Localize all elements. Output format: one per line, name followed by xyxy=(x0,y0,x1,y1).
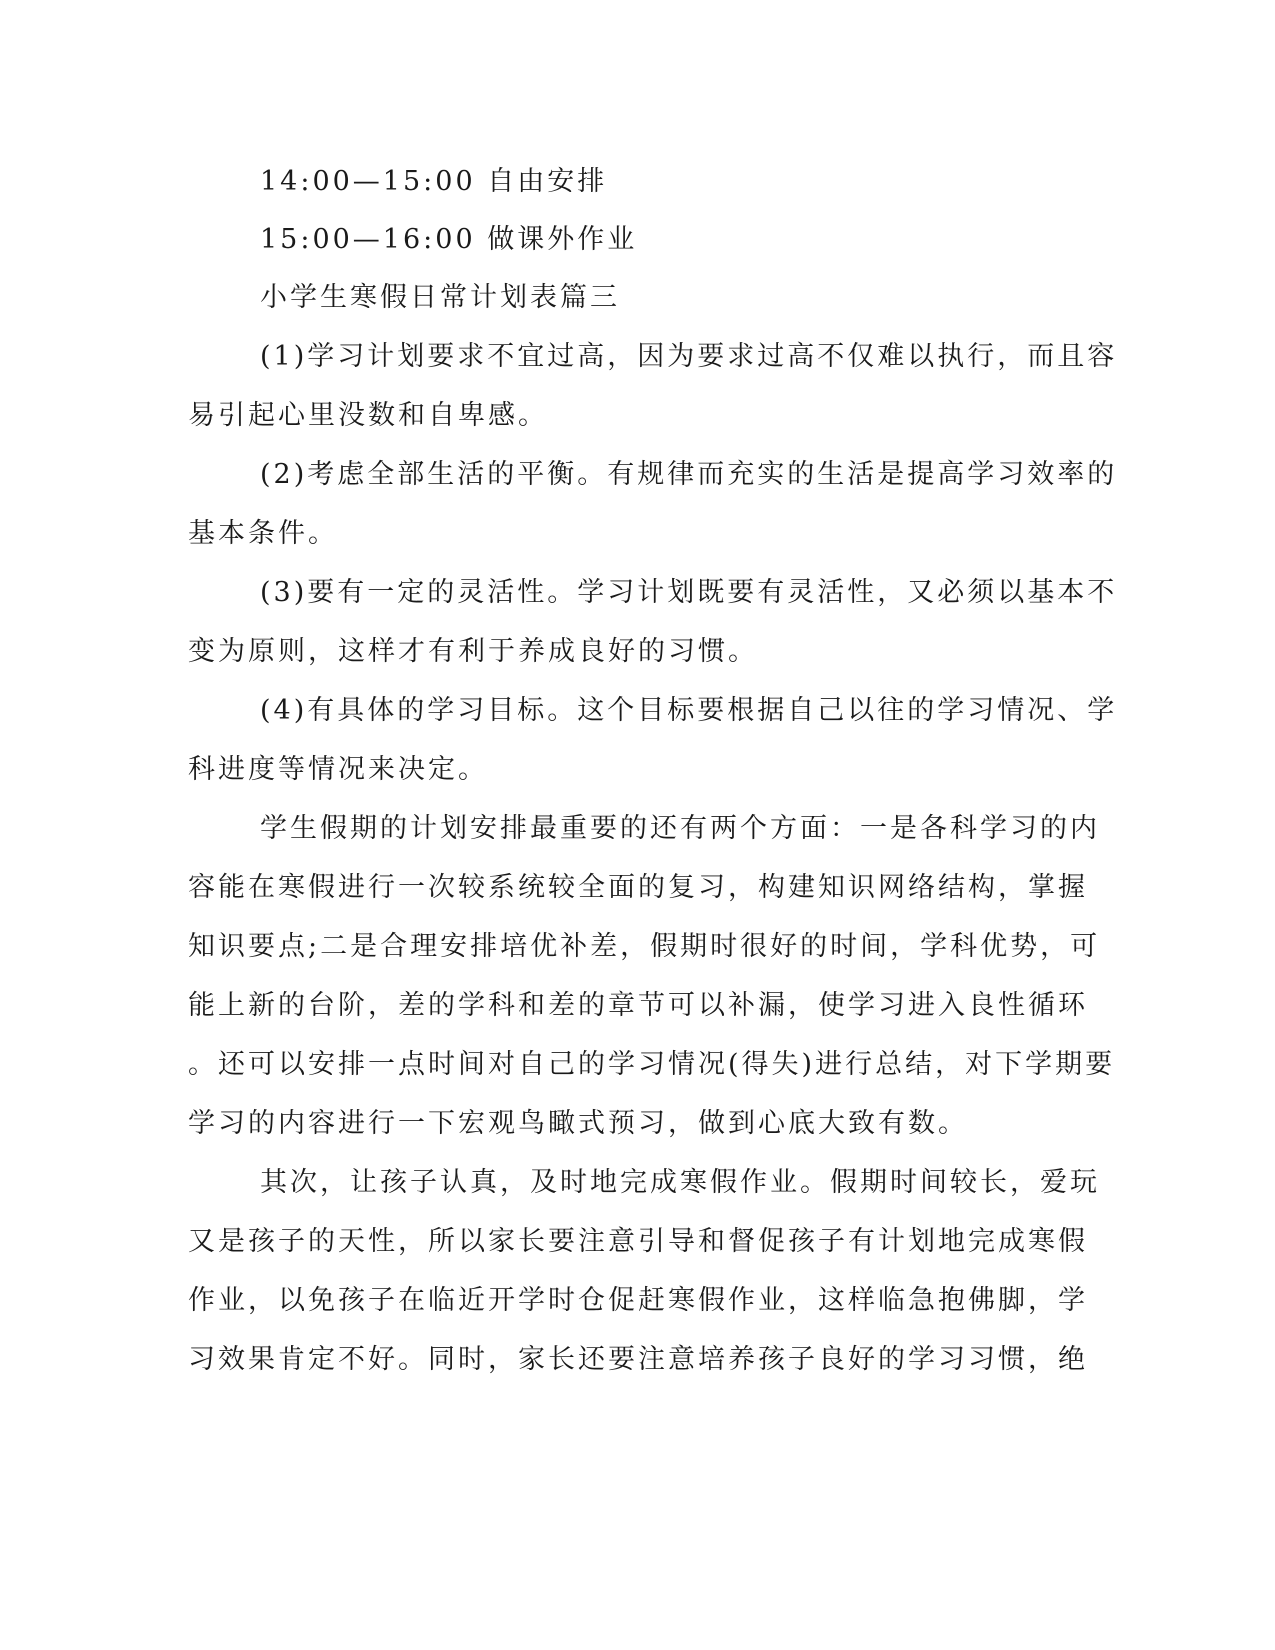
text-line: 。还可以安排一点时间对自己的学习情况(得失)进行总结，对下学期要 xyxy=(188,1049,1116,1080)
section-heading: 小学生寒假日常计划表篇三 xyxy=(260,282,620,313)
text-line: (1)学习计划要求不宜过高，因为要求过高不仅难以执行，而且容 xyxy=(260,341,1118,372)
schedule-line: 14:00—15:00 自由安排 xyxy=(260,166,608,197)
text-line: 易引起心里没数和自卑感。 xyxy=(188,400,548,431)
text-line: 知识要点;二是合理安排培优补差，假期时很好的时间，学科优势，可 xyxy=(188,931,1101,962)
text-line: 作业，以免孩子在临近开学时仓促赶寒假作业，这样临急抱佛脚，学 xyxy=(188,1285,1088,1316)
text-line: 其次，让孩子认真，及时地完成寒假作业。假期时间较长，爱玩 xyxy=(260,1167,1100,1198)
text-line: 科进度等情况来决定。 xyxy=(188,754,488,785)
text-line: 习效果肯定不好。同时，家长还要注意培养孩子良好的学习习惯，绝 xyxy=(188,1344,1088,1375)
text-line: (4)有具体的学习目标。这个目标要根据自己以往的学习情况、学 xyxy=(260,695,1118,726)
text-line: 变为原则，这样才有利于养成良好的习惯。 xyxy=(188,636,758,667)
text-line: (2)考虑全部生活的平衡。有规律而充实的生活是提高学习效率的 xyxy=(260,459,1118,490)
text-line: 又是孩子的天性，所以家长要注意引导和督促孩子有计划地完成寒假 xyxy=(188,1226,1088,1257)
text-line: 容能在寒假进行一次较系统较全面的复习，构建知识网络结构，掌握 xyxy=(188,872,1088,903)
text-line: (3)要有一定的灵活性。学习计划既要有灵活性，又必须以基本不 xyxy=(260,577,1118,608)
text-line: 能上新的台阶，差的学科和差的章节可以补漏，使学习进入良性循环 xyxy=(188,990,1088,1021)
schedule-line: 15:00—16:00 做课外作业 xyxy=(260,224,638,255)
text-line: 学习的内容进行一下宏观鸟瞰式预习，做到心底大致有数。 xyxy=(188,1108,968,1139)
text-line: 基本条件。 xyxy=(188,518,338,549)
text-line: 学生假期的计划安排最重要的还有两个方面：一是各科学习的内 xyxy=(260,813,1100,844)
